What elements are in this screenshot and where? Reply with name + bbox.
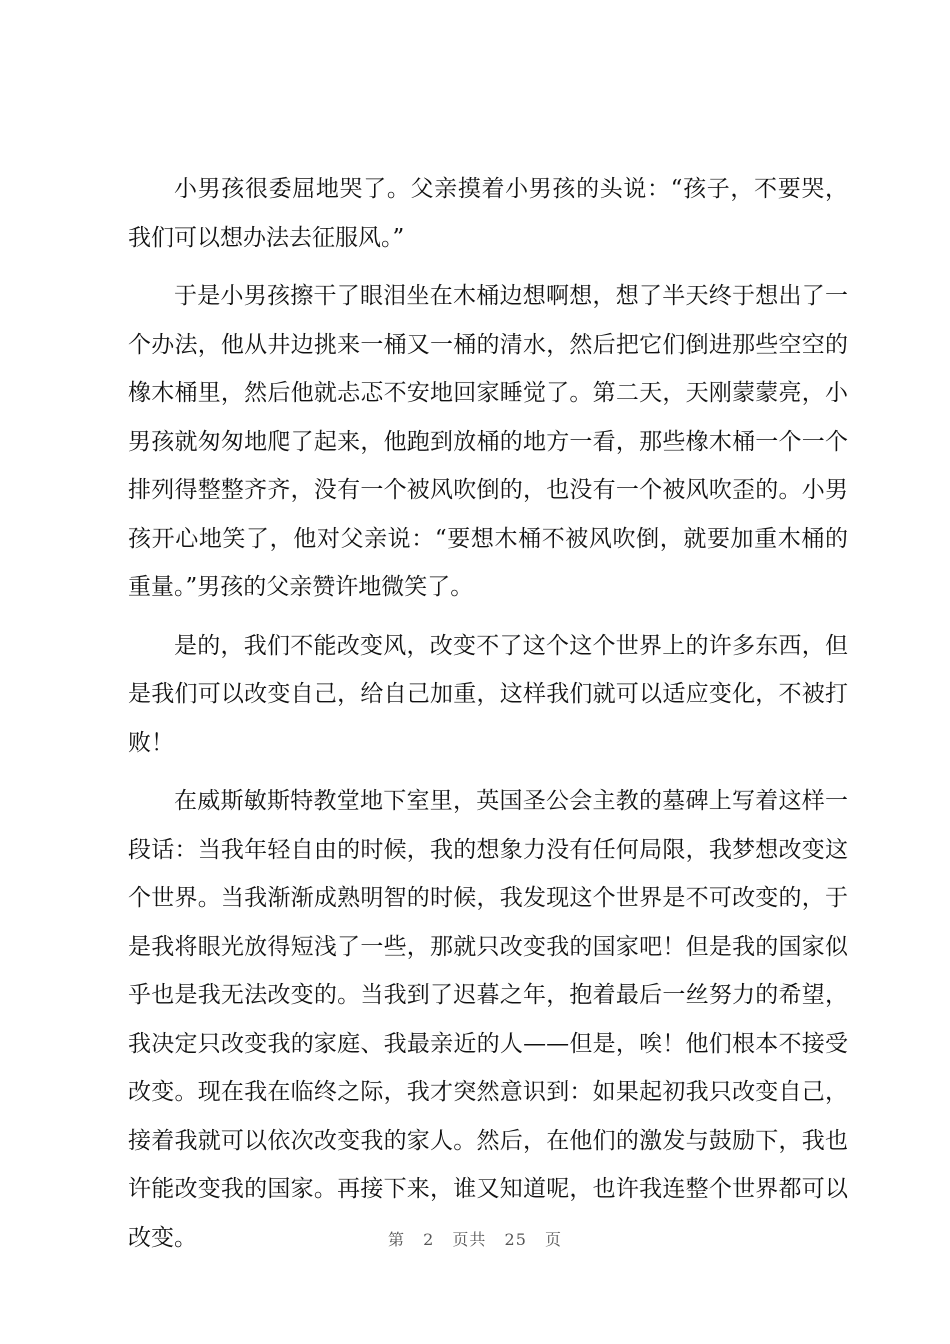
- paragraph: 小男孩很委屈地哭了。父亲摸着小男孩的头说：“孩子，不要哭，我们可以想办法去征服风。”: [128, 176, 848, 251]
- paragraph: 是的，我们不能改变风，改变不了这个这个世界上的许多东西，但是我们可以改变自己，给自己加重，这样我们就可以适应变化，不被打败！: [128, 632, 848, 756]
- footer-label-end: 页: [544, 1230, 562, 1249]
- page-footer: [0, 1227, 950, 1250]
- footer-label-of: 页共: [452, 1230, 487, 1249]
- footer-label-page: 第: [388, 1230, 406, 1249]
- footer-current-page: 2: [423, 1230, 435, 1249]
- footer-total-pages: 25: [504, 1230, 527, 1249]
- document-body: [128, 165, 848, 1272]
- paragraph: 于是小男孩擦干了眼泪坐在木桶边想啊想，想了半天终于想出了一个办法，他从井边挑来一桶又一桶的清水，然后把它们倒进那些空空的橡木桶里，然后他就忐忑不安地回家睡觉了。第二天，天刚蒙蒙亮，小男孩就匆匆地爬了起来，他跑到放桶的地方一看，那些橡木桶一个一个排列得整整齐齐，没有一个被风吹倒的，也没有一个被风吹歪的。小男孩开心地笑了，他对父亲说：“要想木桶不被风吹倒，就要加重木桶的重量。”男孩的父亲赞许地微笑了。: [128, 283, 848, 600]
- paragraph: 在威斯敏斯特教堂地下室里，英国圣公会主教的墓碑上写着这样一段话：当我年轻自由的时候，我的想象力没有任何局限，我梦想改变这个世界。当我渐渐成熟明智的时候，我发现这个世界是不可改变的，于是我将眼光放得短浅了一些，那就只改变我的国家吧！但是我的国家似乎也是我无法改变的。当我到了迟暮之年，抱着最后一丝努力的希望，我决定只改变我的家庭、我最亲近的人——但是，唉！他们根本不接受改变。现在我在临终之际，我才突然意识到：如果起初我只改变自己，接着我就可以依次改变我的家人。然后，在他们的激发与鼓励下，我也许能改变我的国家。再接下来，谁又知道呢，也许我连整个世界都可以改变。: [128, 788, 848, 1251]
